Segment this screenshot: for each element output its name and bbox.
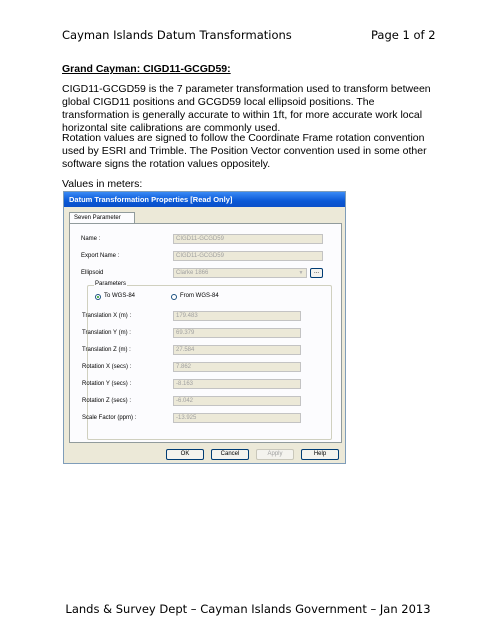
param-label-translation-x: Translation X (m) : bbox=[82, 313, 132, 319]
param-label-rotation-x: Rotation X (secs) : bbox=[82, 364, 132, 370]
paragraph-values-note: Values in meters: bbox=[62, 178, 143, 190]
param-field-scale-factor[interactable]: -13.925 bbox=[173, 413, 301, 423]
param-label-scale-factor: Scale Factor (ppm) : bbox=[82, 415, 137, 421]
header-title: Cayman Islands Datum Transformations bbox=[62, 28, 292, 42]
dialog-title-bar[interactable]: Datum Transformation Properties [Read Only] bbox=[64, 192, 345, 207]
paragraph-rotation-note: Rotation values are signed to follow the Coordinate Frame rotation convention used by ESRI and Trimble. The Position Vector convention used in some other software signs the rotation values oppositely. bbox=[62, 132, 427, 170]
header-page-number: Page 1 of 2 bbox=[371, 28, 436, 42]
cancel-button[interactable]: Cancel bbox=[211, 449, 249, 460]
param-label-translation-z: Translation Z (m) : bbox=[82, 347, 131, 353]
param-field-translation-y[interactable]: 69.379 bbox=[173, 328, 301, 338]
radio-to-wgs84-label: To WGS-84 bbox=[104, 293, 136, 299]
apply-button[interactable]: Apply bbox=[256, 449, 294, 460]
param-field-rotation-z[interactable]: -6.042 bbox=[173, 396, 301, 406]
param-label-rotation-y: Rotation Y (secs) : bbox=[82, 381, 132, 387]
radio-to-wgs84[interactable] bbox=[95, 294, 101, 300]
datum-transformation-dialog bbox=[63, 191, 346, 464]
chevron-down-icon: ▼ bbox=[298, 270, 304, 276]
radio-from-wgs84[interactable] bbox=[171, 294, 177, 300]
name-field[interactable]: CIGD11-GCGD59 bbox=[173, 234, 323, 244]
export-name-label: Export Name : bbox=[81, 253, 120, 259]
param-field-rotation-x[interactable]: 7.862 bbox=[173, 362, 301, 372]
ellipsoid-label: Ellipsoid bbox=[81, 270, 104, 276]
ellipsoid-value: Clarke 1866 bbox=[176, 270, 209, 276]
section-heading: Grand Cayman: CIGD11-GCGD59: bbox=[62, 63, 231, 75]
tab-panel bbox=[69, 223, 342, 443]
export-name-field[interactable]: CIGD11-GCGD59 bbox=[173, 251, 323, 261]
parameters-group-title: Parameters bbox=[95, 281, 127, 287]
ok-button[interactable]: OK bbox=[166, 449, 204, 460]
param-field-rotation-y[interactable]: -8.163 bbox=[173, 379, 301, 389]
help-button[interactable]: Help bbox=[301, 449, 339, 460]
radio-from-wgs84-label: From WGS-84 bbox=[180, 293, 219, 299]
param-field-translation-z[interactable]: 27.584 bbox=[173, 345, 301, 355]
name-label: Name : bbox=[81, 236, 101, 242]
paragraph-description: CIGD11-GCGD59 is the 7 parameter transformation used to transform between global CIGD11 positions and GCGD59 local ellipsoid positions. The transformation is generally accurate to within 1ft, for more accurate work local horizontal site calibrations are commonly used. bbox=[62, 83, 431, 134]
param-field-translation-x[interactable]: 179.483 bbox=[173, 311, 301, 321]
ellipsoid-select[interactable] bbox=[173, 268, 307, 278]
param-label-translation-y: Translation Y (m) : bbox=[82, 330, 131, 336]
param-label-rotation-z: Rotation Z (secs) : bbox=[82, 398, 132, 404]
page-footer: Lands & Survey Dept – Cayman Islands Government – Jan 2013 bbox=[65, 602, 431, 616]
tab-seven-parameter[interactable]: Seven Parameter bbox=[69, 212, 135, 224]
ellipsoid-browse-button[interactable]: ... bbox=[310, 268, 323, 278]
parameters-group bbox=[82, 281, 332, 440]
